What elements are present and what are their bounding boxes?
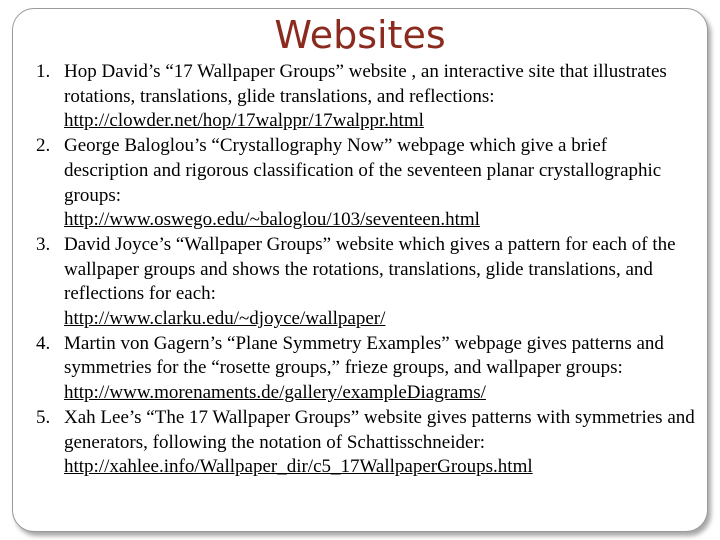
item-text: Martin von Gagern’s “Plane Symmetry Examples” webpage gives patterns and symmetries for the “rosette groups,” frieze groups, and wallpaper groups:: [64, 332, 664, 379]
item-link[interactable]: http://www.clarku.edu/~djoyce/wallpaper/: [64, 308, 386, 330]
slide-title: Websites: [274, 13, 446, 57]
item-text: David Joyce’s “Wallpaper Groups” website which gives a pattern for each of the wallpaper groups and shows the rotations, translations, glide translations, and reflections for each:: [64, 233, 676, 305]
item-text: Hop David’s “17 Wallpaper Groups” website , an interactive site that illustrates rotations, translations, glide translations, and reflections:: [64, 61, 667, 107]
website-list: [36, 60, 696, 480]
item-number: 2.: [36, 135, 51, 157]
item-number: 1.: [36, 61, 51, 82]
item-text: George Baloglou’s “Crystallography Now” webpage which give a brief description and rigorous classification of the seventeen planar crystallographic groups:: [64, 135, 662, 206]
list-item: [36, 233, 696, 332]
item-number: 5.: [36, 406, 51, 428]
item-link[interactable]: http://clowder.net/hop/17walppr/17walppr.html: [64, 110, 424, 132]
item-number: 3.: [36, 233, 51, 255]
item-link[interactable]: http://www.oswego.edu/~baloglou/103/seventeen.html: [64, 209, 480, 231]
item-link[interactable]: http://xahlee.info/Wallpaper_dir/c5_17WallpaperGroups.html: [64, 456, 533, 478]
item-link[interactable]: http://www.morenaments.de/gallery/exampleDiagrams/: [64, 382, 486, 404]
list-item: [36, 134, 696, 233]
list-item: [36, 60, 696, 134]
item-text: Xah Lee’s “The 17 Wallpaper Groups” website gives patterns with symmetries and generators, following the notation of Schattisschneider:: [64, 406, 695, 453]
list-item: [36, 332, 696, 406]
item-number: 4.: [36, 332, 51, 354]
list-item: [36, 406, 696, 480]
